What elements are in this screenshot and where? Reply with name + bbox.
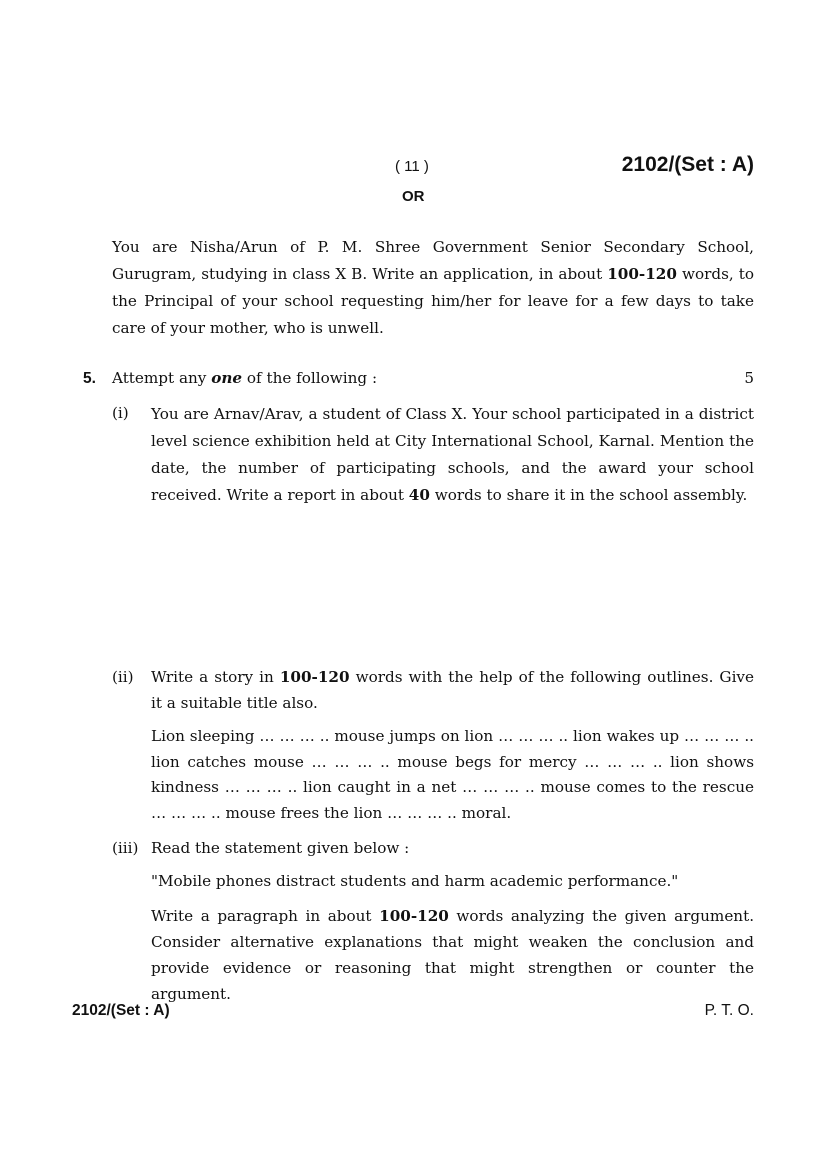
q5-iii-lead: Read the statement given below : [151, 839, 410, 857]
q5-ii-word-limit: 100-120 [279, 668, 350, 686]
q5-iii-quote: "Mobile phones distract students and harm academic performance." [151, 872, 679, 890]
q5-iii-after: words analyzing the given argument. Consider alternative explanations that might weaken the conclusion and provide evidence or reasoning that might strengthen or counter the argument. [151, 907, 755, 1003]
q5-iii-word-limit: 100-120 [379, 907, 449, 925]
q5-iii-before: Write a paragraph in about [151, 907, 372, 925]
q5-i-word-limit: 40 [408, 486, 430, 504]
q5-marks: 5 [744, 369, 754, 387]
outline-line: lion catches mouse … … … .. mouse begs for mercy … … … .. lion shows [151, 752, 754, 771]
q5-ii-outline [151, 727, 754, 829]
q4-text-before: You are Nisha/Arun of P. M. Shree Government Senior Secondary School, Gurugram, studying in class X B. Write an application, in about [112, 238, 754, 283]
q4-text-after: words, to the Principal of your school requesting him/her for leave for a few days to take care of your mother, who is unwell. [112, 265, 755, 337]
outline-line: … … … .. mouse frees the lion … … … .. moral. [151, 803, 512, 822]
q5-ii-label: (ii) [112, 668, 134, 686]
q5-ii-before: Write a story in [151, 668, 274, 686]
q5-i-text [151, 401, 754, 509]
outline-line: kindness … … … .. lion caught in a net … … … .. mouse comes to the rescue [151, 778, 754, 796]
or-label: OR [402, 188, 425, 205]
q5-iii-label: (iii) [112, 839, 139, 857]
q5-ii-after: words with the help of the following outlines. Give it a suitable title also. [151, 668, 754, 712]
outline-line: Lion sleeping … … … .. mouse jumps on lion … … … .. lion wakes up … … … .. [151, 727, 754, 745]
q5-instruction [112, 369, 377, 387]
q5-instr-emphasis: one [211, 369, 243, 387]
q5-number: 5. [83, 370, 96, 387]
q4-word-limit: 100-120 [607, 265, 677, 283]
q5-instr-after: of the following : [246, 369, 378, 387]
q5-iii-paragraph [151, 903, 754, 1007]
q5-i-after: words to share it in the school assembly. [434, 486, 748, 504]
q5-ii-text [151, 664, 754, 716]
q4-alternative-text [112, 234, 754, 342]
paper-code-header: 2102/(Set : A) [621, 153, 754, 176]
paper-code-footer: 2102/(Set : A) [72, 1002, 170, 1019]
q5-i-before: You are Arnav/Arav, a student of Class X. Your school participated in a district level science exhibition held at City International School, Karnal. Mention the date, the number of participating schools, and the award your school received. Write a report in about [151, 405, 754, 504]
page-number: ( 11 ) [395, 158, 429, 175]
q5-i-label: (i) [112, 404, 129, 422]
pto-label: P. T. O. [704, 1002, 754, 1019]
q5-instr-before: Attempt any [112, 369, 207, 387]
